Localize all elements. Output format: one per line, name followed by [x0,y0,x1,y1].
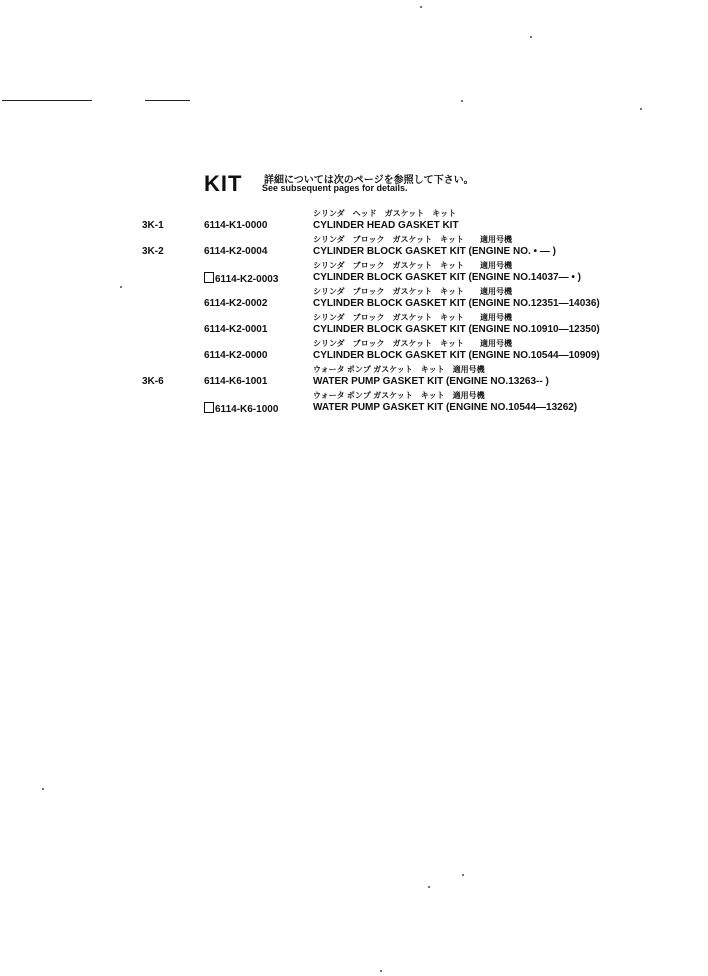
part-number [204,402,278,415]
marker-box-icon [204,272,214,283]
part-number-text: 6114-K2-0001 [204,324,268,335]
part-name-japanese: シリンダ ブロック ガスケット キット 適用号機 [313,235,512,244]
parts-list [0,206,708,414]
part-number-text: 6114-K6-1001 [204,376,268,387]
part-name-japanese: シリンダ ブロック ガスケット キット 適用号機 [313,339,512,348]
header-rule-left [2,100,92,101]
scan-speck [640,108,642,110]
part-name-japanese: シリンダ ヘッド ガスケット キット [313,209,457,218]
part-name-english: CYLINDER BLOCK GASKET KIT (ENGINE NO. • — ) [313,246,556,257]
part-name-english: WATER PUMP GASKET KIT (ENGINE NO.10544—13262) [313,402,578,413]
part-entry [0,362,708,388]
part-number-text: 6114-K6-1000 [215,404,279,415]
part-name-japanese: ウォータ ポンプ ガスケット キット 適用号機 [313,391,485,400]
group-code: 3K-1 [142,220,164,231]
group-code: 3K-2 [142,246,164,257]
part-number-text: 6114-K2-0002 [204,298,268,309]
note-japanese: 詳細については次のページを参照して下さい。 [264,175,474,186]
part-entry [0,206,708,232]
part-entry [0,336,708,362]
part-name-japanese: ウォータ ポンプ ガスケット キット 適用号機 [313,365,485,374]
scan-speck [461,100,463,102]
part-entry [0,388,708,414]
part-entry [0,258,708,284]
part-number [204,324,267,335]
part-number [204,246,267,257]
part-number-text: 6114-K2-0004 [204,246,268,257]
part-name-japanese: シリンダ ブロック ガスケット キット 適用号機 [313,287,512,296]
part-name-japanese: シリンダ ブロック ガスケット キット 適用号機 [313,261,512,270]
part-entry [0,310,708,336]
part-number-text: 6114-K2-0003 [215,274,279,285]
page-title: KIT [204,171,243,196]
scan-speck [120,286,122,288]
scan-speck [530,36,532,38]
scan-speck [462,874,464,876]
scan-speck [42,788,44,790]
group-code: 3K-6 [142,376,164,387]
part-name-english: CYLINDER BLOCK GASKET KIT (ENGINE NO.10544—10909) [313,350,600,361]
part-name-english: CYLINDER BLOCK GASKET KIT (ENGINE NO.10910—12350) [313,324,600,335]
part-name-japanese: シリンダ ブロック ガスケット キット 適用号機 [313,313,512,322]
part-number [204,376,267,387]
part-name-english: CYLINDER HEAD GASKET KIT [313,220,459,231]
part-entry [0,284,708,310]
part-entry [0,232,708,258]
part-name-english: CYLINDER BLOCK GASKET KIT (ENGINE NO.12351—14036) [313,298,600,309]
scan-speck [428,886,430,888]
header-rule-right [145,100,190,101]
scan-speck [420,6,422,8]
scan-speck [380,970,382,972]
marker-box-icon [204,402,214,413]
part-number-text: 6114-K2-0000 [204,350,268,361]
part-number [204,220,267,231]
part-number [204,298,267,309]
part-number [204,350,267,361]
part-number-text: 6114-K1-0000 [204,220,268,231]
part-name-english: CYLINDER BLOCK GASKET KIT (ENGINE NO.14037— • ) [313,272,581,283]
note-english: See subsequent pages for details. [262,183,408,193]
part-name-english: WATER PUMP GASKET KIT (ENGINE NO.13263-- ) [313,376,549,387]
